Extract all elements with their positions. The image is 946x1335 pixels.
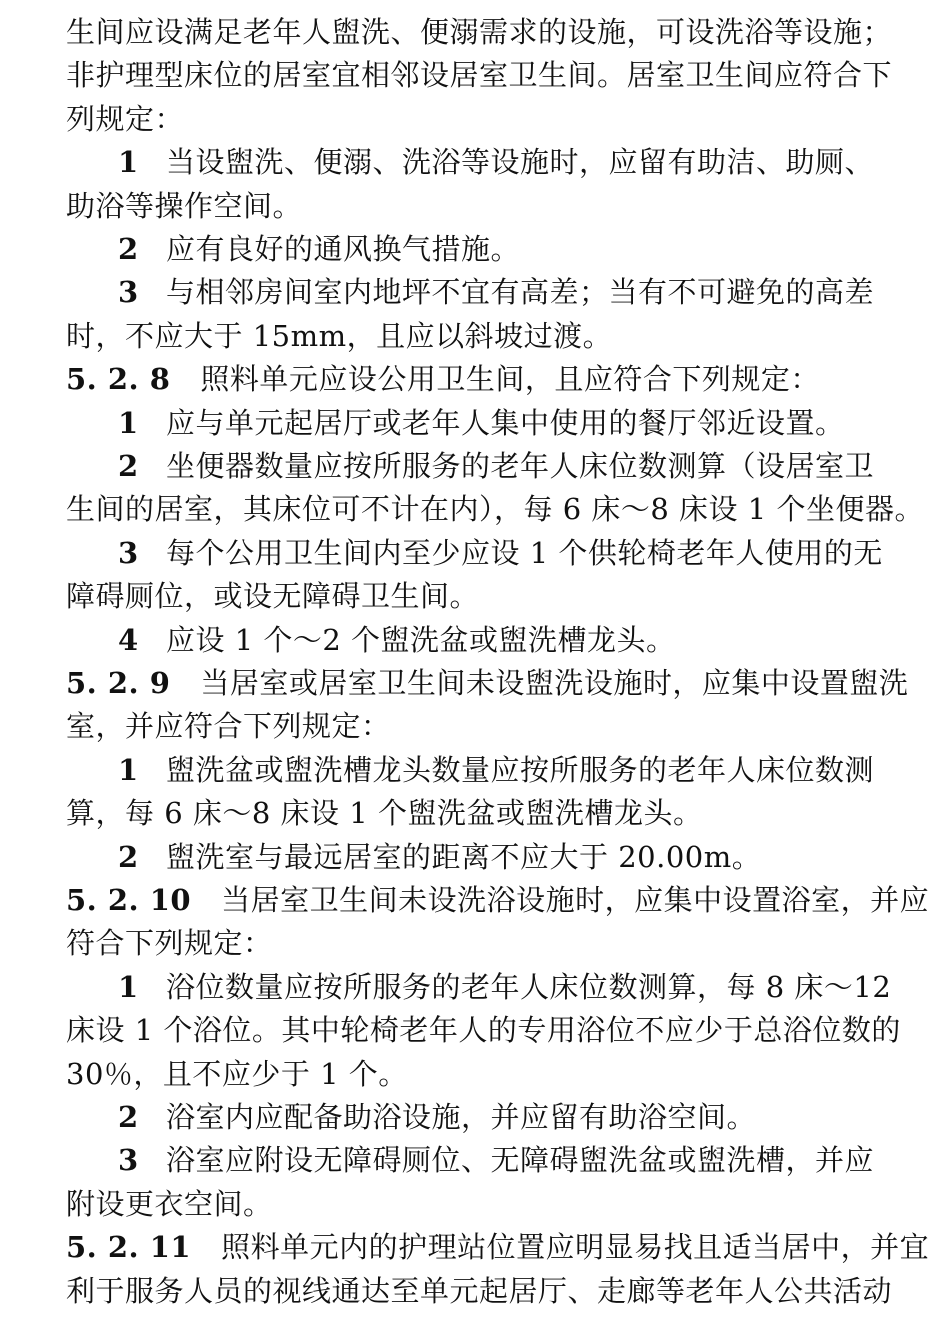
line-text: 照料单元内的护理站位置应明显易找且适当居中，并宜 <box>221 1230 930 1265</box>
list-item-line <box>118 142 886 182</box>
item-number: 1 <box>118 969 139 1004</box>
section-number: 5. 2. 10 <box>66 883 192 917</box>
section-number: 5. 2. 8 <box>66 362 171 397</box>
text-line <box>66 99 886 139</box>
section-number: 5. 2. 11 <box>66 1230 192 1265</box>
list-item-line <box>118 533 886 573</box>
line-text: 非护理型床位的居室宜相邻设居室卫生间。居室卫生间应符合下 <box>66 58 893 93</box>
section-line <box>66 1227 930 1267</box>
line-text: 坐便器数量应按所服务的老年人床位数测算（设居室卫 <box>166 449 875 483</box>
section-line <box>66 663 909 703</box>
list-item-line <box>118 620 886 660</box>
text-line <box>66 12 893 52</box>
line-text: 盥洗室与最远居室的距离不应大于 20.00m。 <box>166 839 762 874</box>
text-line <box>66 489 924 529</box>
list-item-line <box>118 967 892 1007</box>
line-text: 应与单元起居厅或老年人集中使用的餐厅邻近设置。 <box>166 405 845 440</box>
line-text: 附设更衣空间。 <box>66 1186 273 1221</box>
text-line <box>66 1054 886 1094</box>
line-text: 每个公用卫生间内至少应设 1 个供轮椅老年人使用的无 <box>166 535 883 570</box>
text-line <box>66 923 886 963</box>
item-number: 3 <box>118 535 139 570</box>
line-text: 符合下列规定： <box>66 926 273 961</box>
line-text: 当居室或居室卫生间未设盥洗设施时，应集中设置盥洗 <box>200 666 909 700</box>
item-number: 2 <box>118 1100 139 1134</box>
text-line <box>66 576 886 616</box>
line-text: 列规定： <box>66 101 185 136</box>
line-text: 当设盥洗、便溺、洗浴等设施时，应留有助洁、助厕、 <box>166 145 875 180</box>
line-text: 障碍厕位，或设无障碍卫生间。 <box>66 579 480 614</box>
list-item-line <box>118 229 886 269</box>
list-item-line <box>118 403 886 443</box>
line-text: 与相邻房间室内地坪不宜有高差；当有不可避免的高差 <box>166 275 875 310</box>
item-number: 2 <box>118 232 139 266</box>
text-line <box>66 316 886 356</box>
item-number: 1 <box>118 752 139 787</box>
list-item-line <box>118 837 886 877</box>
section-line <box>66 359 886 399</box>
list-item-line <box>118 1140 886 1180</box>
text-line <box>66 55 893 95</box>
line-text: 应有良好的通风换气措施。 <box>166 232 521 266</box>
line-text: 浴位数量应按所服务的老年人床位数测算，每 8 床～12 <box>166 969 892 1004</box>
text-line <box>66 1271 893 1311</box>
line-text: 床设 1 个浴位。其中轮椅老年人的专用浴位不应少于总浴位数的 <box>66 1013 901 1048</box>
item-number: 3 <box>118 275 139 310</box>
line-text: 30％，且不应少于 1 个。 <box>66 1056 408 1091</box>
line-text: 照料单元应设公用卫生间，且应符合下列规定： <box>200 362 820 397</box>
line-text: 生间的居室，其床位可不计在内），每 6 床～8 床设 1 个坐便器。 <box>66 492 924 527</box>
text-line <box>66 1184 886 1224</box>
section-number: 5. 2. 9 <box>66 666 171 700</box>
line-text: 盥洗盆或盥洗槽龙头数量应按所服务的老年人床位数测 <box>166 752 875 787</box>
section-line <box>66 880 930 920</box>
item-number: 1 <box>118 405 139 440</box>
line-text: 浴室内应配备助浴设施，并应留有助浴空间。 <box>166 1100 757 1134</box>
line-text: 时，不应大于 15mm，且应以斜坡过渡。 <box>66 318 613 353</box>
text-line <box>66 1010 901 1050</box>
list-item-line <box>118 1097 886 1137</box>
line-text: 算，每 6 床～8 床设 1 个盥洗盆或盥洗槽龙头。 <box>66 796 703 831</box>
item-number: 2 <box>118 449 139 483</box>
line-text: 浴室应附设无障碍厕位、无障碍盥洗盆或盥洗槽，并应 <box>166 1143 875 1178</box>
list-item-line <box>118 750 886 790</box>
item-number: 4 <box>118 622 139 657</box>
list-item-line <box>118 272 886 312</box>
text-line <box>66 186 886 226</box>
line-text: 助浴等操作空间。 <box>66 188 303 223</box>
text-line <box>66 706 886 746</box>
item-number: 2 <box>118 839 139 874</box>
item-number: 3 <box>118 1143 139 1178</box>
line-text: 应设 1 个～2 个盥洗盆或盥洗槽龙头。 <box>166 622 676 657</box>
line-text: 室，并应符合下列规定： <box>66 709 391 744</box>
line-text: 当居室卫生间未设洗浴设施时，应集中设置浴室，并应 <box>221 883 930 917</box>
line-text: 利于服务人员的视线通达至单元起居厅、走廊等老年人公共活动 <box>66 1273 893 1308</box>
line-text: 生间应设满足老年人盥洗、便溺需求的设施，可设洗浴等设施； <box>66 15 893 49</box>
list-item-line <box>118 446 886 486</box>
item-number: 1 <box>118 145 139 180</box>
text-line <box>66 793 886 833</box>
